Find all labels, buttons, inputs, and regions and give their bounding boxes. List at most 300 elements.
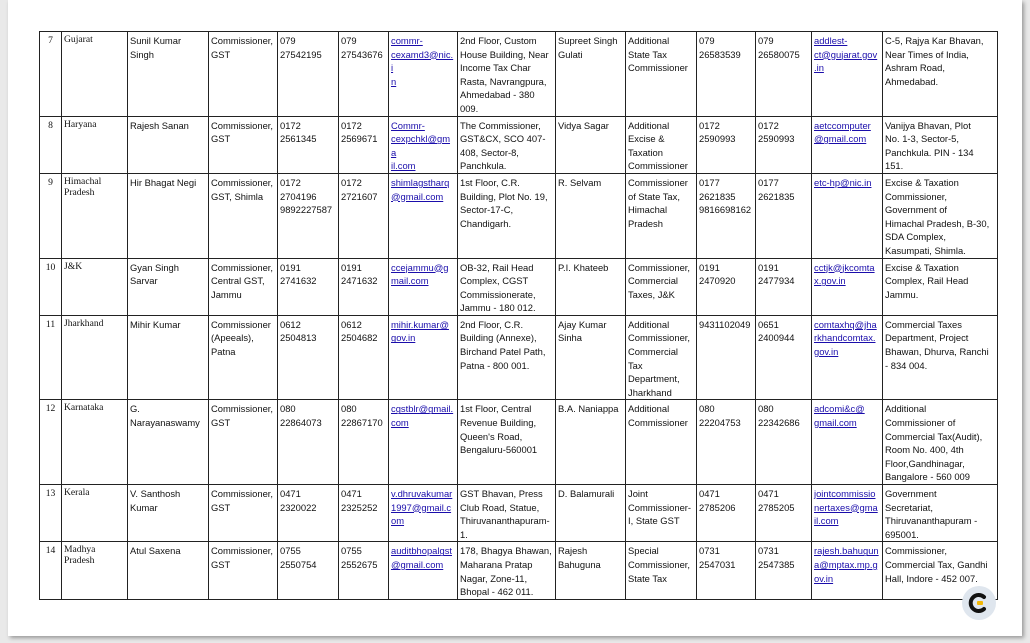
text-line: 2470920 xyxy=(699,275,736,287)
cell-text xyxy=(558,34,623,61)
central-fax-cell xyxy=(339,400,389,485)
text-line: 2325252 xyxy=(341,501,378,513)
text-line: Nagar, Zone-11, xyxy=(460,572,528,584)
text-line: Bhawan, Dhurva, Ranchi xyxy=(885,346,989,358)
central-phone-cell xyxy=(278,258,339,315)
cell-text xyxy=(885,261,995,302)
email-link[interactable] xyxy=(391,119,455,173)
state-name-cell xyxy=(62,258,128,315)
text-line: Singh xyxy=(130,48,154,60)
text-line: SDA Complex, xyxy=(885,231,946,243)
cell-text xyxy=(460,318,553,372)
text-line: J&K xyxy=(64,260,83,272)
text-line: Maharana Pratap xyxy=(460,558,533,570)
text-line: Commissioner, xyxy=(885,545,947,557)
central-address-cell xyxy=(458,32,556,117)
text-line: I, State GST xyxy=(628,515,680,527)
email-line[interactable]: x.gov.in xyxy=(814,275,846,287)
email-line[interactable]: comtaxhq@jha xyxy=(814,318,877,330)
text-line: Commercial Taxes xyxy=(885,318,962,330)
state-email-cell xyxy=(812,173,883,258)
cell-text xyxy=(341,318,386,345)
text-line: Pradesh xyxy=(64,186,95,198)
state-fax-cell xyxy=(756,485,812,542)
state-phone-cell xyxy=(697,32,756,117)
text-line: GST xyxy=(211,48,231,60)
central-fax-cell xyxy=(339,32,389,117)
state-email-cell xyxy=(812,32,883,117)
state-email-cell xyxy=(812,542,883,599)
email-link[interactable] xyxy=(391,34,455,88)
central-address-cell xyxy=(458,315,556,400)
text-line: Commissioner- xyxy=(628,501,692,513)
text-line: 1st Floor, Central xyxy=(460,403,532,415)
text-line: Vidya Sagar xyxy=(558,119,609,131)
text-line: Sarvar xyxy=(130,275,158,287)
serial-number: 11 xyxy=(45,318,56,330)
text-line: Patna xyxy=(211,346,236,358)
text-line: 2nd Floor, Custom xyxy=(460,35,537,46)
text-line: Jammu. xyxy=(885,288,919,300)
email-link[interactable] xyxy=(814,487,880,528)
email-line[interactable]: aetccomputer xyxy=(814,119,871,131)
text-line: Building (Annexe), xyxy=(460,332,537,344)
text-line: Rasta, Navrangpura, xyxy=(460,75,547,87)
email-line[interactable]: gmail.com xyxy=(814,417,857,429)
email-line[interactable]: 1997@gmail.c xyxy=(391,501,452,513)
cell-text xyxy=(460,34,553,116)
text-line: Excise & Taxation xyxy=(885,261,959,273)
central-officer-name-cell xyxy=(128,258,209,315)
cell-text xyxy=(460,176,553,230)
text-line: GST xyxy=(211,558,231,570)
text-line: Hall, Indore - 452 007. xyxy=(885,572,978,584)
email-line[interactable]: cgstblr@gmail. xyxy=(391,403,454,415)
email-line[interactable]: ov.in xyxy=(814,572,834,584)
cell-text xyxy=(130,318,206,332)
cell-text xyxy=(64,487,125,498)
text-line: Rajesh Sanan xyxy=(130,119,189,131)
email-link[interactable] xyxy=(391,318,455,345)
cell-text xyxy=(341,487,386,514)
state-phone-cell xyxy=(697,116,756,173)
text-line: R. Selvam xyxy=(558,176,602,188)
text-line: 0471 xyxy=(280,488,301,499)
email-link[interactable] xyxy=(814,119,880,146)
text-line: - 834 004. xyxy=(885,359,928,371)
state-fax-cell xyxy=(756,116,812,173)
email-link[interactable] xyxy=(814,318,880,359)
cell-text xyxy=(130,544,206,558)
email-link[interactable] xyxy=(391,544,455,571)
text-line: Kerala xyxy=(64,487,90,498)
cell-text xyxy=(885,318,995,372)
text-line: Panchkula. PIN - 134 xyxy=(885,146,974,158)
cell-text xyxy=(558,176,623,190)
text-line: 2400944 xyxy=(758,332,795,344)
email-line[interactable]: ccejammu@g xyxy=(391,261,449,273)
central-designation-cell xyxy=(209,485,278,542)
text-line: Commissioner xyxy=(628,176,688,188)
text-line: 26580075 xyxy=(758,48,800,60)
cell-text xyxy=(280,176,336,217)
email-line[interactable]: il.com xyxy=(814,515,839,527)
email-line[interactable]: @gmail.com xyxy=(814,133,867,145)
text-line: Commissioner xyxy=(628,160,688,172)
cell-text xyxy=(758,402,809,429)
serial-number-cell xyxy=(40,400,62,485)
cell-text xyxy=(130,402,206,429)
cell-text xyxy=(130,261,206,288)
email-line[interactable]: gov.in xyxy=(814,346,839,358)
email-line[interactable]: cexamd3@nic.i xyxy=(391,48,454,74)
text-line: 0731 xyxy=(758,545,779,557)
text-line: G. xyxy=(130,403,140,415)
text-line: Jharkhand xyxy=(64,317,104,329)
email-line[interactable]: auditbhopalgst xyxy=(391,545,452,557)
text-line: Sector-17-C, xyxy=(460,204,514,216)
serial-number: 13 xyxy=(45,488,56,499)
email-line[interactable]: cexpchkl@gma xyxy=(391,133,451,158)
text-line: Commissioner, xyxy=(211,176,273,188)
text-line: Commissioner xyxy=(628,417,688,429)
text-line: Queen's Road, xyxy=(460,430,523,442)
text-line: 0172 xyxy=(280,119,301,131)
cell-text xyxy=(628,34,694,75)
state-email-cell xyxy=(812,258,883,315)
central-designation-cell xyxy=(209,32,278,117)
text-line: Hir Bhagat Negi xyxy=(130,176,197,188)
cell-text xyxy=(699,34,753,61)
text-line: Bengaluru-560001 xyxy=(460,444,538,456)
central-phone-cell xyxy=(278,32,339,117)
cell-text xyxy=(280,544,336,571)
central-address-cell xyxy=(458,258,556,315)
text-line: 080 xyxy=(341,403,357,415)
text-line: 0191 xyxy=(341,261,362,273)
email-line[interactable]: cctjk@jkcomta xyxy=(814,261,875,273)
text-line: Bhopal - 462 011. xyxy=(460,586,534,598)
central-officer-name-cell xyxy=(128,173,209,258)
cell-text xyxy=(758,261,809,288)
state-fax-cell xyxy=(756,315,812,400)
cell-text xyxy=(460,544,553,598)
cell-text xyxy=(130,176,206,190)
cell-text xyxy=(280,487,336,514)
text-line: 151. xyxy=(885,160,904,172)
text-line: Secretariat, xyxy=(885,501,933,513)
text-line: 0612 xyxy=(341,318,362,330)
serial-number: 9 xyxy=(48,176,53,188)
state-fax-cell xyxy=(756,400,812,485)
text-line: 2547385 xyxy=(758,558,795,570)
cell-text xyxy=(64,261,125,272)
email-link[interactable] xyxy=(391,261,455,288)
cell-text xyxy=(211,402,275,429)
cell-text xyxy=(885,487,995,541)
text-line: Bahuguna xyxy=(558,558,601,570)
central-officer-name-cell xyxy=(128,400,209,485)
email-line[interactable]: addlest- xyxy=(814,35,848,46)
cell-text xyxy=(280,318,336,345)
text-line: Gulati xyxy=(558,48,583,60)
table-row xyxy=(40,32,998,117)
cell-text xyxy=(699,544,753,571)
email-line[interactable]: @gmail.com xyxy=(391,558,444,570)
state-address-cell xyxy=(883,116,998,173)
text-line: 2552675 xyxy=(341,558,378,570)
cell-text xyxy=(558,318,623,345)
text-line: Building, Plot No. 19, xyxy=(460,190,548,202)
text-line: 1st Floor, C.R. xyxy=(460,176,520,188)
state-officer-name-cell xyxy=(556,173,626,258)
text-line: 0177 xyxy=(758,176,779,188)
central-officer-name-cell xyxy=(128,315,209,400)
state-officer-name-cell xyxy=(556,485,626,542)
email-line[interactable]: shimlagstharq xyxy=(391,176,450,188)
serial-number-cell xyxy=(40,542,62,599)
central-email-cell xyxy=(389,258,458,315)
text-line: 2721607 xyxy=(341,190,378,202)
email-line[interactable]: mail.com xyxy=(391,275,429,287)
text-line: 0177 xyxy=(699,176,720,188)
text-line: 2nd Floor, C.R. xyxy=(460,318,524,330)
cell-text xyxy=(280,34,336,61)
cell-text xyxy=(64,119,125,130)
email-line[interactable]: mihir.kumar@ xyxy=(391,318,449,330)
text-line: Government of xyxy=(885,204,948,216)
central-email-cell xyxy=(389,173,458,258)
cell-text xyxy=(628,544,694,585)
cell-text xyxy=(758,487,809,514)
central-designation-cell xyxy=(209,400,278,485)
email-line[interactable]: rkhandcomtax. xyxy=(814,332,876,344)
email-line[interactable]: etc-hp@nic.in xyxy=(814,176,872,188)
text-line: Commissioner, xyxy=(211,545,273,557)
text-line: 2471632 xyxy=(341,275,378,287)
email-line[interactable]: v.dhruvakumar xyxy=(391,488,453,499)
text-line: 2504813 xyxy=(280,332,317,344)
text-line: Commissioner, xyxy=(628,261,690,273)
email-line[interactable]: om xyxy=(391,515,405,527)
text-line: 2590993 xyxy=(758,133,795,145)
email-line[interactable]: adcomi&c@ xyxy=(814,403,865,415)
text-line: Income Tax Char xyxy=(460,62,531,74)
email-link[interactable] xyxy=(814,261,880,288)
state-address-cell xyxy=(883,485,998,542)
text-line: Complex, CGST xyxy=(460,275,529,287)
email-line[interactable]: com xyxy=(391,417,409,429)
state-email-cell xyxy=(812,315,883,400)
central-designation-cell xyxy=(209,542,278,599)
text-line: 2547031 xyxy=(699,558,736,570)
state-designation-cell xyxy=(626,173,697,258)
cell-text xyxy=(628,318,694,400)
email-link[interactable] xyxy=(391,176,455,203)
cell-text xyxy=(699,176,753,217)
text-line: Pradesh xyxy=(64,555,95,567)
cell-text xyxy=(64,34,125,45)
text-line: 27542195 xyxy=(280,48,322,60)
text-line: 0612 xyxy=(280,318,301,330)
text-line: GST Bhavan, Press xyxy=(460,488,543,499)
central-designation-cell xyxy=(209,258,278,315)
central-fax-cell xyxy=(339,485,389,542)
cell-text xyxy=(699,261,753,288)
cell-text xyxy=(558,544,623,571)
cell-text xyxy=(64,544,125,566)
text-line: Additional xyxy=(628,119,670,131)
email-link[interactable] xyxy=(391,402,455,429)
cell-text xyxy=(758,544,809,571)
central-address-cell xyxy=(458,542,556,599)
cell-text xyxy=(130,119,206,133)
cell-text xyxy=(558,487,623,501)
central-email-cell xyxy=(389,485,458,542)
text-line: Ahmedabad - 380 xyxy=(460,89,535,101)
state-phone-cell xyxy=(697,485,756,542)
central-fax-cell xyxy=(339,315,389,400)
email-line[interactable]: a@mptax.mp.g xyxy=(814,558,878,570)
nodal-officers-table xyxy=(39,31,998,600)
email-link[interactable] xyxy=(814,34,880,75)
text-line: 079 xyxy=(699,35,715,46)
text-line: of State Tax, xyxy=(628,190,680,202)
serial-number-cell xyxy=(40,315,62,400)
email-line[interactable]: jointcommissio xyxy=(814,488,876,499)
text-line: Himachal Pradesh, B-30, xyxy=(885,217,990,229)
state-name-cell xyxy=(62,315,128,400)
cell-text xyxy=(885,402,995,484)
state-address-cell xyxy=(883,400,998,485)
text-line: Birchand Patel Path, xyxy=(460,346,546,358)
email-line[interactable]: nertaxes@gma xyxy=(814,501,878,513)
text-line: 079 xyxy=(758,35,774,46)
email-line[interactable]: .in xyxy=(814,62,824,74)
email-line[interactable]: n xyxy=(391,75,397,87)
text-line: Commercial xyxy=(628,346,679,358)
cell-text xyxy=(64,402,125,413)
text-line: 2504682 xyxy=(341,332,378,344)
text-line: Club Road, Statue, xyxy=(460,501,540,513)
text-line: GST&CX, SCO 407- xyxy=(460,133,546,145)
central-phone-cell xyxy=(278,400,339,485)
central-fax-cell xyxy=(339,116,389,173)
cell-text xyxy=(628,402,694,429)
email-line[interactable]: gov.in xyxy=(391,332,416,344)
text-line: Madhya xyxy=(64,544,96,556)
email-line[interactable]: ct@gujarat.gov xyxy=(814,48,878,60)
text-line: Atul Saxena xyxy=(130,545,181,557)
text-line: Near Times of India, xyxy=(885,48,969,60)
app-logo-badge[interactable] xyxy=(962,586,996,620)
state-name-cell xyxy=(62,173,128,258)
email-line[interactable]: rajesh.bahugun xyxy=(814,545,879,557)
text-line: Commercial xyxy=(628,275,679,287)
text-line: 9892227587 xyxy=(280,204,333,216)
text-line: Excise & xyxy=(628,133,665,145)
state-fax-cell xyxy=(756,173,812,258)
text-line: Tax xyxy=(628,359,643,371)
text-line: 080 xyxy=(699,403,715,415)
state-officer-name-cell xyxy=(556,542,626,599)
central-officer-name-cell xyxy=(128,485,209,542)
text-line: Commercial Tax(Audit), xyxy=(885,430,983,442)
text-line: Floor,Gandhinagar, xyxy=(885,457,965,469)
text-line: Supreet Singh xyxy=(558,35,618,46)
email-link[interactable] xyxy=(814,544,880,585)
email-link[interactable] xyxy=(814,176,880,190)
serial-number: 10 xyxy=(45,261,56,273)
text-line: Commissioner, xyxy=(211,488,273,499)
cell-text xyxy=(885,176,995,258)
cell-text xyxy=(211,487,275,514)
state-officer-name-cell xyxy=(556,116,626,173)
text-line: 9431102049 xyxy=(699,318,751,330)
text-line: 2561345 xyxy=(280,133,317,145)
email-link[interactable] xyxy=(391,487,455,528)
central-phone-cell xyxy=(278,485,339,542)
text-line: Kasumpati, Shimla. xyxy=(885,244,966,256)
state-name-cell xyxy=(62,32,128,117)
text-line: Revenue Building, xyxy=(460,417,537,429)
text-line: Ahmedabad. xyxy=(885,75,939,87)
email-line[interactable]: @gmail.com xyxy=(391,190,444,202)
state-fax-cell xyxy=(756,542,812,599)
text-line: Central GST, xyxy=(211,275,265,287)
text-line: 2785206 xyxy=(699,501,736,513)
cell-text xyxy=(699,487,753,514)
cell-text xyxy=(341,176,386,203)
email-line[interactable]: Commr- xyxy=(391,119,425,131)
text-line: 0191 xyxy=(758,261,779,273)
text-line: 0471 xyxy=(699,488,720,499)
text-line: 0172 xyxy=(341,119,362,131)
text-line: Thiruvananthapuram- xyxy=(460,515,550,527)
serial-number-cell xyxy=(40,173,62,258)
email-line[interactable]: il.com xyxy=(391,160,416,172)
email-link[interactable] xyxy=(814,402,880,429)
state-officer-name-cell xyxy=(556,258,626,315)
cell-text xyxy=(280,402,336,429)
cell-text xyxy=(211,544,275,571)
central-phone-cell xyxy=(278,542,339,599)
central-phone-cell xyxy=(278,116,339,173)
cell-text xyxy=(211,176,275,203)
cell-text xyxy=(699,318,753,332)
text-line: Commissioner, xyxy=(885,190,947,202)
text-line: 0191 xyxy=(280,261,301,273)
email-line[interactable]: commr- xyxy=(391,35,423,46)
cell-text xyxy=(758,34,809,61)
state-fax-cell xyxy=(756,32,812,117)
central-designation-cell xyxy=(209,315,278,400)
text-line: No. 1-3, Sector-5, xyxy=(885,133,959,145)
text-line: D. Balamurali xyxy=(558,488,615,499)
table-row xyxy=(40,116,998,173)
table-row xyxy=(40,485,998,542)
text-line: 0172 xyxy=(699,119,720,131)
serial-number: 7 xyxy=(48,35,53,46)
text-line: 2621835 xyxy=(699,190,736,202)
central-email-cell xyxy=(389,32,458,117)
central-address-cell xyxy=(458,173,556,258)
text-line: C-5, Rajya Kar Bhavan, xyxy=(885,35,984,46)
cell-text xyxy=(460,261,553,315)
serial-number-cell xyxy=(40,116,62,173)
text-line: The Commissioner, xyxy=(460,119,541,131)
serial-number-cell xyxy=(40,32,62,117)
